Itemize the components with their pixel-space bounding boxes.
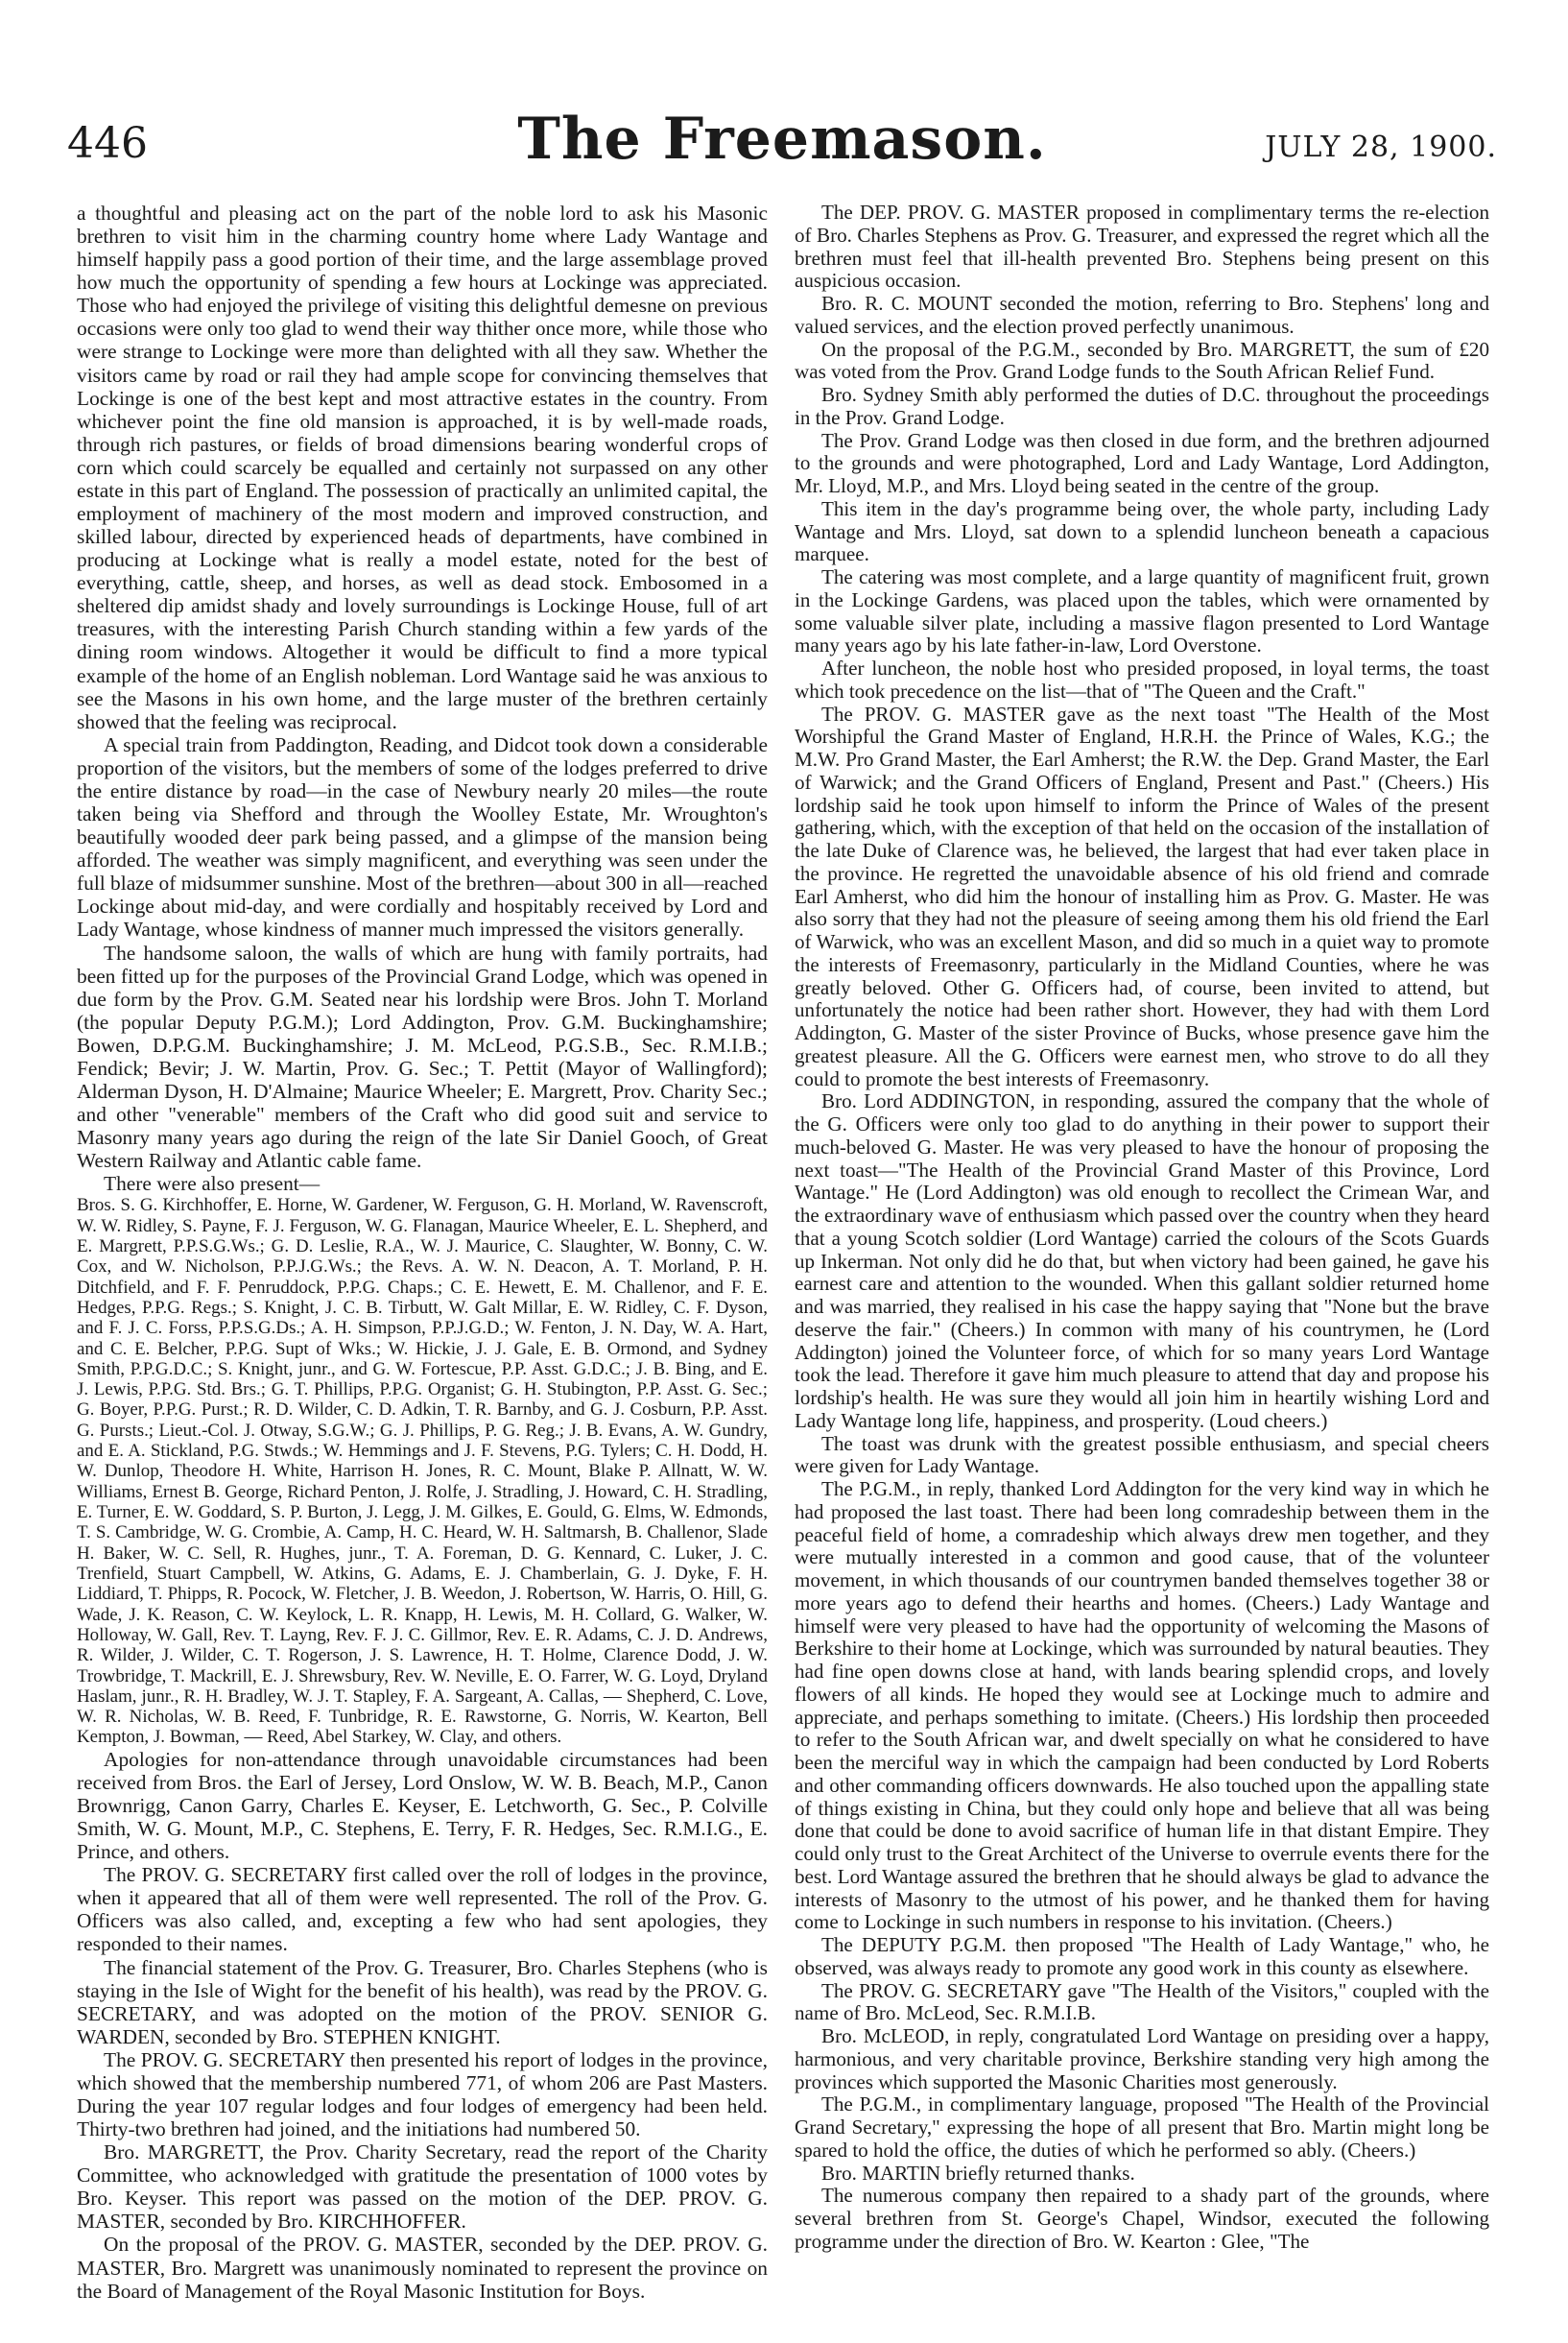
attendee-list: Bros. S. G. Kirchhoffer, E. Horne, W. Gardener, W. Ferguson, G. H. Morland, W. Ravenscroft, W. W. Ridley, S. Payne, F. J. Ferguson, W. G. Flanagan, Maurice Wheeler, E. L. Shepherd, and E. Margrett, P.P.S.G.Ws.; G. D. Leslie, R.A., W. J. Maurice, C. Slaughter, W. Bonny, C. W. Cox, and W. Nicholson, P.P.J.G.Ws.; the Revs. A. W. N. Deacon, A. T. Morland, P. H. Ditchfield, and F. F. Penruddock, P.P.G. Chaps.; C. E. Hewett, E. M. Challenor, and F. E. Hedges, P.P.G. Regs.; S. Knight, J. C. B. Tirbutt, W. Galt Millar, E. W. Ridley, C. F. Dyson, and F. J. C. Forss, P.P.S.G.Ds.; A. H. Simpson, P.P.J.G.D.; W. Fenton, J. N. Day, W. A. Hart, and C. E. Belcher, P.P.G. Supt of Wks.; W. Hickie, J. J. Gale, E. B. Ormond, and Sydney Smith, P.P.G.D.C.; S. Knight, junr., and G. W. Fortescue, P.P. Asst. G.D.C.; J. B. Bing, and E. J. Lewis, P.P.G. Std. Brs.; G. T. Phillips, P.P.G. Organist; G. H. Stubington, P.P. Asst. G. Sec.; G. Boyer, P.P.G. Purst.; R. D. Wilder, C. D. Adkin, T. R. Barnby, and G. J. Cosburn, P.P. Asst. G. Pursts.; Lieut.-Col. J. Otway, S.G.W.; G. J. Phillips, P. G. Reg.; J. B. Evans, A. W. Gundry, and E. A. Stickland, P.G. Stwds.; W. Hemmings and J. F. Stevens, P.G. Tylers; C. H. Dodd, H. W. Dunlop, Theodore H. White, Harrison H. Jones, R. C. Mount, Blake P. Allnatt, W. W. Williams, Ernest B. George, Richard Penton, J. Rolfe, J. Stradling, J. Howard, C. H. Stradling, E. Turner, E. W. Goddard, S. P. Burton, J. Legg, J. M. Gilkes, E. Gould, G. Elms, W. Edmonds, T. S. Cambridge, W. G. Crombie, A. Camp, H. C. Heard, W. H. Saltmarsh, B. Challenor, Slade H. Baker, W. C. Sell, R. Hughes, junr., T. A. Foreman, D. G. Kennard, C. Luker, J. C. Trenfield, Stuart Campbell, W. Atkins, G. Adams, E. J. Chamberlain, G. J. Dyke, F. H. Liddiard, T. Phipps, R. Pocock, W. Fletcher, J. B. Weedon, J. Robertson, W. Harris, O. Hill, G. Wade, J. K. Reason, C. W. Keylock, L. R. Knapp, H. Lewis, M. H. Collard, G. Walker, W. Holloway, W. Gall, Rev. T. Layng, Rev. F. J. C. Gillmor, Rev. E. R. Adams, C. J. D. Andrews, R. Wilder, J. Wilder, C. T. Rogerson, J. S. Lawrence, H. T. Holme, Clarence Dodd, J. W. Trowbridge, T. Mackrill, E. J. Shrewsbury, Rev. W. Neville, E. O. Farrer, W. G. Loyd, Dryland Haslam, junr., R. H. Bradley, W. J. T. Stapley, F. A. Sargeant, A. Callas, — Shepherd, C. Love, W. R. Nicholas, W. B. Reed, F. Tunbridge, R. E. Rawstorne, G. Norris, W. Kearton, Bell Kempton, J. Bowman, — Reed, Abel Starkey, W. Clay, and others. [77,1195,768,1748]
paragraph: Bro. R. C. MOUNT seconded the motion, referring to Bro. Stephens' long and valued services, and the election proved perfectly unanimous. [795,292,1489,338]
paragraph: The numerous company then repaired to a shady part of the grounds, where several brethren from St. George's Chapel, Windsor, executed the following programme under the direction of Bro. W. Kearton : Glee, "The [795,2184,1489,2253]
paragraph: On the proposal of the PROV. G. MASTER, seconded by the DEP. PROV. G. MASTER, Bro. Margrett was unanimously nominated to represent the province on the Board of Management of the Royal Masonic Institution for Boys. [77,2233,768,2303]
issue-date: JULY 28, 1900. [1265,131,1497,164]
masthead [67,106,1497,192]
paragraph: The DEPUTY P.G.M. then proposed "The Health of Lady Wantage," who, he observed, was always ready to promote any good work in this county as elsewhere. [795,1933,1489,1979]
paragraph: Bro. Sydney Smith ably performed the duties of D.C. throughout the proceedings in the Prov. Grand Lodge. [795,383,1489,429]
paragraph: There were also present— [104,1172,321,1196]
page-number: 446 [67,119,148,168]
paragraph: Apologies for non-attendance through unavoidable circumstances had been received from Bros. the Earl of Jersey, Lord Onslow, W. W. B. Beach, M.P., Canon Brownrigg, Canon Garry, Charles E. Keyser, E. Letchworth, G. Sec., P. Colville Smith, W. G. Mount, M.P., C. Stephens, E. Terry, F. R. Hedges, Sec. R.M.I.G., E. Prince, and others. [77,1747,768,1864]
paragraph: The PROV. G. SECRETARY first called over the roll of lodges in the province, when it appeared that all of them were well represented. The roll of the Prov. G. Officers was also called, and, excepting a few who had sent apologies, they responded to their names. [77,1863,768,1956]
paragraph: The P.G.M., in complimentary language, proposed "The Health of the Provincial Grand Secretary," expressing the hope of all present that Bro. Martin might long be spared to hold the office, the duties of which he performed so ably. (Cheers.) [795,2092,1489,2162]
paragraph: Bro. McLEOD, in reply, congratulated Lord Wantage on presiding over a happy, harmonious, and very charitable province, Berkshire standing very high among the provinces which supported the Masonic Charities most generously. [795,2024,1489,2093]
paragraph: Bro. MARTIN briefly returned thanks. [821,2161,1135,2185]
paragraph: The PROV. G. SECRETARY gave "The Health of the Visitors," coupled with the name of Bro. McLeod, Sec. R.M.I.B. [795,1978,1489,2025]
paragraph: The Prov. Grand Lodge was then closed in due form, and the brethren adjourned to the grounds and were photographed, Lord and Lady Wantage, Lord Addington, Mr. Lloyd, M.P., and Mrs. Lloyd being seated in the centre of the group. [795,428,1489,497]
paragraph: The DEP. PROV. G. MASTER proposed in complimentary terms the re-election of Bro. Charles Stephens as Prov. G. Treasurer, and expressed the regret which all the brethren must feel that ill-health prevented Bro. Stephens being present on this auspicious occasion. [795,202,1489,293]
paragraph: a thoughtful and pleasing act on the part of the noble lord to ask his Masonic brethren to visit him in the charming country home where Lady Wantage and himself happily pass a good portion of their time, and the large assemblage proved how much the opportunity of spending a few hours at Lockinge was appreciated. Those who had enjoyed the privilege of visiting this delightful demesne on previous occasions were only too glad to wend their way thither once more, while those who were strange to Lockinge were more than delighted with all they saw. Whether the visitors came by road or rail they had ample scope for convincing themselves that Lockinge is one of the best kept and most attractive estates in the country. From whichever point the fine old mansion is approached, it is by well-made roads, through rich pastures, or fields of broad dimensions bearing wonderful crops of corn which could scarcely be equalled and certainly not surpassed on any other estate in this part of England. The possession of practically an unlimited capital, the employment of machinery of the most modern and improved construction, and skilled labour, directed by experienced heads of departments, have combined in producing at Lockinge what is really a model estate, noted for the best of everything, cattle, sheep, and horses, as well as dead stock. Embosomed in a sheltered dip amidst shady and lovely surroundings is Lockinge House, full of art treasures, with the interesting Parish Church standing within a few yards of the dining room windows. Altogether it would be difficult to find a more typical example of the home of an English nobleman. Lord Wantage said he was anxious to see the Masons in his own home, and the large muster of the brethren certainly showed that the feeling was reciprocal. [77,202,768,733]
paragraph: The PROV. G. MASTER gave as the next toast "The Health of the Most Worshipful the Grand Master of England, H.R.H. the Prince of Wales, K.G.; the M.W. Pro Grand Master, the Earl Amherst; the R.W. the Dep. Grand Master, the Earl of Warwick; and the Grand Officers of England, Present and Past." (Cheers.) His lordship said he took upon himself to inform the Prince of Wales of the present gathering, which, with the exception of that held on the occasion of the installation of the late Duke of Clarence was, he believed, the largest that had ever taken place in the province. He regretted the unavoidable absence of his old friend and comrade Earl Amherst, who did him the honour of installing him as Prov. G. Master. He was also sorry that they had not the pleasure of seeing among them his old friend the Earl of Warwick, who was an excellent Mason, and did so much in a quiet way to promote the interests of Freemasonry, particularly in the Midland Counties, where he was greatly beloved. Other G. Officers had, of course, been invited to attend, but unfortunately the notice had been rather short. However, they had with them Lord Addington, G. Master of the sister Province of Bucks, whose presence gave him the greatest pleasure. All the G. Officers were earnest men, who strove to do all they could to promote the best interests of Freemasonry. [795,702,1489,1090]
paragraph: This item in the day's programme being over, the whole party, including Lady Wantage and Mrs. Lloyd, sat down to a splendid luncheon beneath a capacious marquee. [795,496,1489,566]
paragraph: The handsome saloon, the walls of which are hung with family portraits, had been fitted up for the purposes of the Provincial Grand Lodge, which was opened in due form by the Prov. G.M. Seated near his lordship were Bros. John T. Morland (the popular Deputy P.G.M.); Lord Addington, Prov. G.M. Buckinghamshire; Bowen, D.P.G.M. Buckinghamshire; J. M. McLeod, P.G.S.B., Sec. R.M.I.B.; Fendick; Bevir; J. W. Martin, Prov. G. Sec.; T. Pettit (Mayor of Wallingford); Alderman Dyson, H. D'Almaine; Maurice Wheeler; E. Margrett, Prov. Charity Sec.; and other "venerable" members of the Craft who did good suit and service to Masonry many years ago during the reign of the late Sir Daniel Gooch, of Great Western Railway and Atlantic cable fame. [77,941,768,1173]
right-column [795,202,1489,2313]
paragraph: The catering was most complete, and a large quantity of magnificent fruit, grown in the Lockinge Gardens, was placed upon the tables, which were ornamented by some valuable silver plate, including a massive flagon presented to Lord Wantage many years ago by his late father-in-law, Lord Overstone. [795,565,1489,657]
paragraph: Bro. MARGRETT, the Prov. Charity Secretary, read the report of the Charity Committee, who acknowledged with gratitude the presentation of 1000 votes by Bro. Keyser. This report was passed on the motion of the DEP. PROV. G. MASTER, seconded by Bro. KIRCHHOFFER. [77,2140,768,2234]
left-column [77,202,768,2313]
paragraph: The PROV. G. SECRETARY then presented his report of lodges in the province, which showed that the membership numbered 771, of whom 206 are Past Masters. During the year 107 regular lodges and four lodges of emergency had been held. Thirty-two brethren had joined, and the initiations had numbered 50. [77,2047,768,2141]
paragraph: On the proposal of the P.G.M., seconded by Bro. MARGRETT, the sum of £20 was voted from the Prov. Grand Lodge funds to the South African Relief Fund. [795,337,1489,384]
paragraph: The P.G.M., in reply, thanked Lord Addington for the very kind way in which he had proposed the last toast. There had been long comradeship between them in the peaceful field of home, a comradeship which always drew men together, and they were mutually interested in a common and good cause, that of the volunteer movement, in which thousands of our countrymen banded themselves together 38 or more years ago to defend their hearths and homes. (Cheers.) Lady Wantage and himself were very pleased to have had the opportunity of welcoming the Masons of Berkshire to their home at Lockinge, which was surrounded by natural beauties. They had fine open downs close at hand, with lands bearing splendid crops, and lovely flowers of all kinds. He hoped they would see at Lockinge much to admire and appreciate, and perhaps something to imitate. (Cheers.) His lordship then proceeded to refer to the South African war, and dwelt specially on what he considered to have been the merciful way in which the campaign had been conducted by Lord Roberts and other commanding officers downwards. He also touched upon the appalling state of things existing in China, but they could only hope and believe that all was being done that could be done to avoid sacrifice of human life in that distant Empire. They could only trust to the Great Architect of the Universe to overrule events there for the best. Lord Wantage assured the brethren that he should always be glad to advance the interests of Masonry to the utmost of his power, and he thanked them for having come to Lockinge in such numbers in response to his invitation. (Cheers.) [795,1477,1489,1934]
paragraph: A special train from Paddington, Reading, and Didcot took down a considerable proportion of the visitors, but the members of some of the lodges preferred to drive the entire distance by road—in the case of Newbury nearly 20 miles—the route taken being via Shefford and through the Woolley Estate, Mr. Wroughton's beautifully wooded deer park being passed, and a glimpse of the mansion being afforded. The weather was simply magnificent, and everything was seen under the full blaze of midsummer sunshine. Most of the brethren—about 300 in all—reached Lockinge about mid-day, and were cordially and hospitably received by Lord and Lady Wantage, whose kindness of manner much impressed the visitors generally. [77,732,768,942]
paragraph: The toast was drunk with the greatest possible enthusiasm, and special cheers were given for Lady Wantage. [795,1431,1489,1478]
paragraph: The financial statement of the Prov. G. Treasurer, Bro. Charles Stephens (who is staying in the Isle of Wight for the benefit of his health), was read by the PROV. G. SECRETARY, and was adopted on the motion of the PROV. SENIOR G. WARDEN, seconded by Bro. STEPHEN KNIGHT. [77,1955,768,2048]
paragraph: Bro. Lord ADDINGTON, in responding, assured the company that the whole of the G. Officers were only too glad to do anything in their power to support their much-beloved G. Master. He was very pleased to have the honour of proposing the next toast—"The Health of the Provincial Grand Master of this Province, Lord Wantage." He (Lord Addington) was old enough to recollect the Crimean War, and the extraordinary wave of enthusiasm which passed over the country when they heard that a young Scotch soldier (Lord Wantage) carried the colours of the Scots Guards up Inkerman. Not only did he do that, but when victory had been gained, he gave his earnest care and attention to the wounded. When this gallant soldier returned home and was married, they realised in his case the happy saying that "None but the brave deserve the fair." (Cheers.) In common with many of his countrymen, he (Lord Addington) joined the Volunteer force, of which for so many years Lord Wantage took the lead. Therefore it gave him much pleasure to attend that day and propose his lordship's health. He was sure they would all join him in heartily wishing Lord and Lady Wantage long life, happiness, and prosperity. (Loud cheers.) [795,1089,1489,1432]
paragraph: After luncheon, the noble host who presided proposed, in loyal terms, the toast which took precedence on the list—that of "The Queen and the Craft." [795,657,1489,703]
publication-title: The Freemason. [517,106,1047,173]
